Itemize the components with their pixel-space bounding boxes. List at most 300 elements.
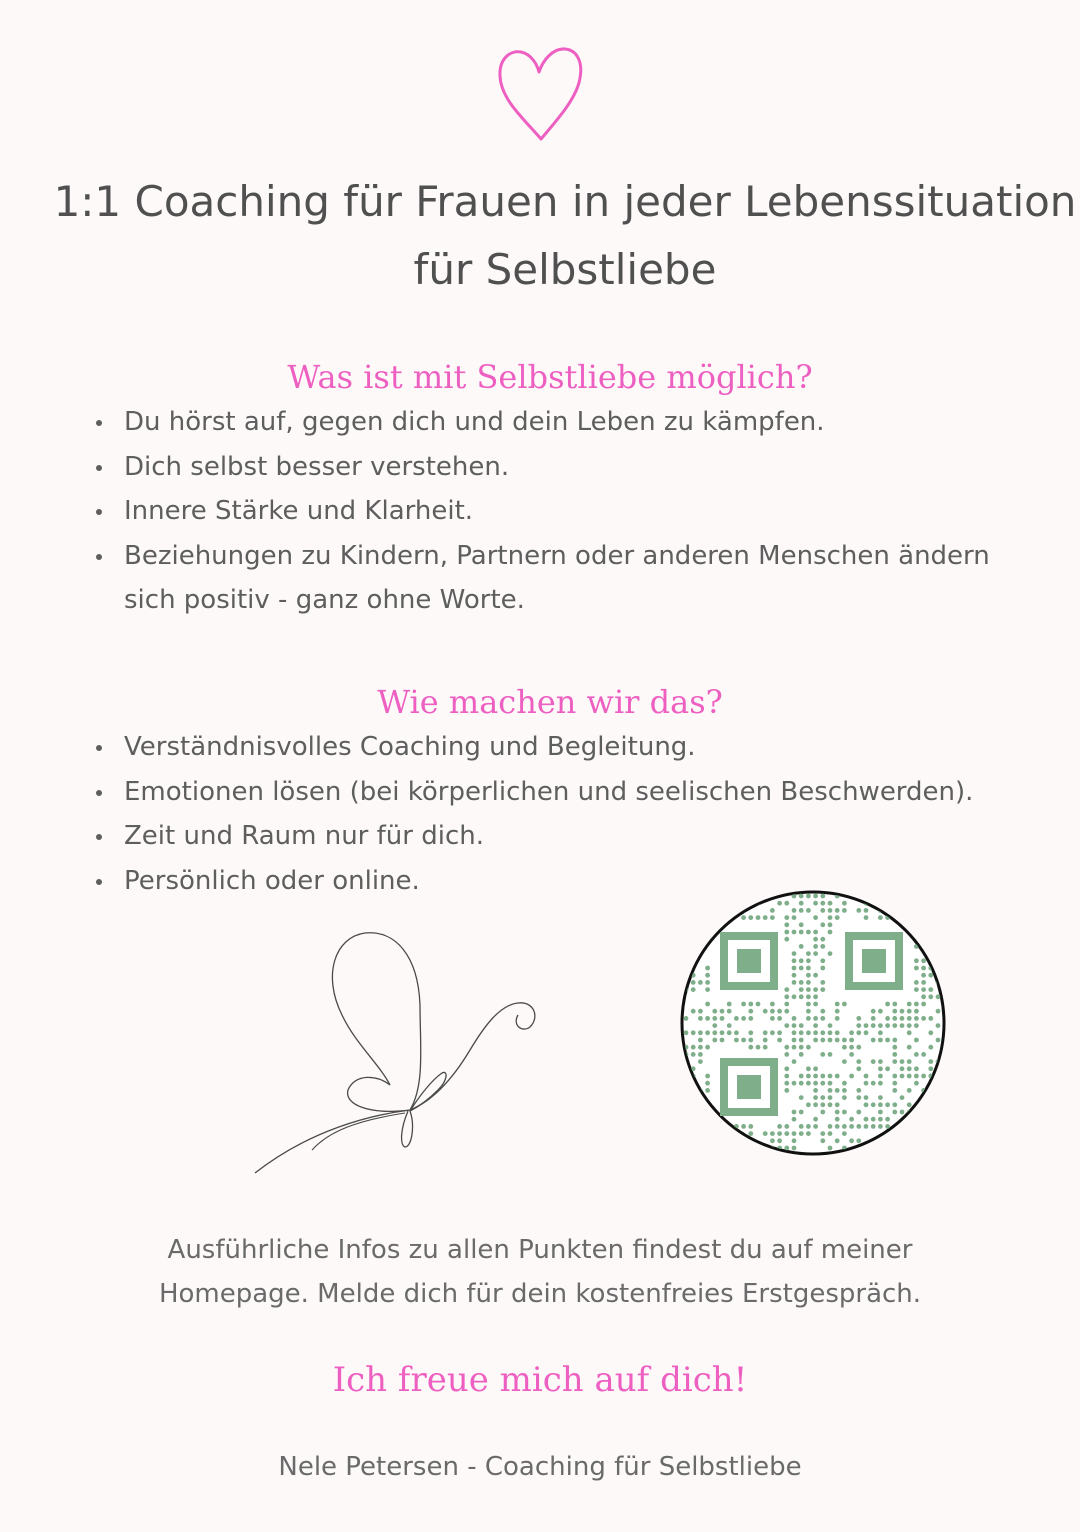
- qr-dot: [878, 1066, 883, 1071]
- qr-dot: [763, 1045, 768, 1050]
- qr-dot: [892, 1052, 897, 1057]
- qr-dot: [813, 894, 818, 899]
- qr-dot: [835, 908, 840, 913]
- page-title: [0, 168, 1080, 304]
- qr-dot: [914, 1124, 919, 1129]
- qr-dot: [813, 901, 818, 906]
- qr-dot: [748, 1038, 753, 1043]
- qr-dot: [856, 1030, 861, 1035]
- list-item: Emotionen lösen (bei körperlichen und seelischen Beschwerden).: [90, 770, 1040, 815]
- qr-dot: [885, 1016, 890, 1021]
- qr-dot: [784, 1023, 789, 1028]
- qr-dot: [936, 894, 941, 899]
- qr-dot: [734, 1138, 739, 1143]
- qr-dot: [684, 1081, 689, 1086]
- qr-dot: [792, 908, 797, 913]
- qr-dot: [885, 1066, 890, 1071]
- qr-dot: [705, 1081, 710, 1086]
- heart-icon: [495, 42, 585, 142]
- qr-dot: [813, 1124, 818, 1129]
- qr-dot: [871, 1059, 876, 1064]
- qr-dot: [813, 1066, 818, 1071]
- qr-dot: [770, 915, 775, 920]
- qr-dot: [813, 1102, 818, 1107]
- qr-dot: [691, 1095, 696, 1100]
- qr-dot: [784, 915, 789, 920]
- qr-dot: [928, 901, 933, 906]
- qr-dot: [878, 1030, 883, 1035]
- qr-dot: [921, 1016, 926, 1021]
- qr-dot: [820, 1095, 825, 1100]
- qr-dot: [864, 1030, 869, 1035]
- qr-dot: [712, 908, 717, 913]
- qr-dot: [820, 1110, 825, 1115]
- qr-dot: [684, 937, 689, 942]
- qr-dot: [792, 1045, 797, 1050]
- qr-dot: [928, 1059, 933, 1064]
- qr-dot: [784, 987, 789, 992]
- qr-dot: [712, 1038, 717, 1043]
- qr-dot: [799, 930, 804, 935]
- qr-dot: [720, 908, 725, 913]
- qr-dot: [784, 994, 789, 999]
- qr-dot: [691, 1088, 696, 1093]
- qr-dot: [856, 1124, 861, 1129]
- qr-dot: [748, 1009, 753, 1014]
- qr-dot: [698, 1124, 703, 1129]
- qr-dot: [806, 908, 811, 913]
- qr-dot: [820, 958, 825, 963]
- qr-dot: [921, 994, 926, 999]
- qr-dot: [878, 901, 883, 906]
- qr-dot: [820, 1038, 825, 1043]
- qr-dot: [907, 1066, 912, 1071]
- qr-dot: [878, 1038, 883, 1043]
- qr-dot: [684, 1131, 689, 1136]
- qr-dot: [799, 901, 804, 906]
- qr-dot: [820, 980, 825, 985]
- qr-dot: [792, 1117, 797, 1122]
- qr-dot: [792, 1016, 797, 1021]
- qr-dot: [734, 1016, 739, 1021]
- qr-dot: [698, 1045, 703, 1050]
- qr-dot: [921, 1052, 926, 1057]
- qr-dot: [871, 1081, 876, 1086]
- qr-dot: [691, 980, 696, 985]
- qr-dot: [914, 1081, 919, 1086]
- qr-dot: [835, 915, 840, 920]
- qr-dot: [828, 1124, 833, 1129]
- qr-dot: [712, 1138, 717, 1143]
- qr-dot: [871, 1023, 876, 1028]
- qr-dot: [684, 1117, 689, 1122]
- qr-dot: [813, 1038, 818, 1043]
- qr-dot: [784, 1124, 789, 1129]
- qr-dot: [792, 966, 797, 971]
- qr-dot: [792, 1059, 797, 1064]
- qr-dot: [792, 980, 797, 985]
- qr-dot: [784, 937, 789, 942]
- qr-dot: [763, 894, 768, 899]
- list-item: Verständnisvolles Coaching und Begleitung.: [90, 725, 1040, 770]
- list-item: Persönlich oder online.: [90, 859, 1040, 904]
- qr-dot: [691, 1045, 696, 1050]
- qr-dot: [720, 894, 725, 899]
- qr-dot: [907, 1045, 912, 1050]
- qr-dot: [835, 1088, 840, 1093]
- qr-dot: [914, 1002, 919, 1007]
- qr-dot: [756, 1002, 761, 1007]
- qr-dot: [878, 1110, 883, 1115]
- qr-dot: [878, 1023, 883, 1028]
- qr-dot: [914, 1131, 919, 1136]
- qr-dot: [799, 908, 804, 913]
- qr-dot: [849, 1124, 854, 1129]
- qr-dot: [921, 915, 926, 920]
- qr-dot: [820, 922, 825, 927]
- qr-dot: [871, 1102, 876, 1107]
- qr-dot: [748, 1002, 753, 1007]
- qr-dot: [842, 901, 847, 906]
- qr-dot: [705, 973, 710, 978]
- qr-dot: [820, 937, 825, 942]
- qr-dot: [806, 980, 811, 985]
- qr-dot: [712, 1124, 717, 1129]
- qr-dot: [756, 894, 761, 899]
- qr-dot: [720, 1030, 725, 1035]
- qr-dot: [907, 1002, 912, 1007]
- method-list: [90, 725, 1040, 903]
- qr-dot: [914, 980, 919, 985]
- qr-dot: [748, 1016, 753, 1021]
- qr-dot: [820, 1081, 825, 1086]
- qr-dot: [835, 1124, 840, 1129]
- qr-dot: [921, 1138, 926, 1143]
- qr-dot: [691, 1124, 696, 1129]
- qr-dot: [799, 1074, 804, 1079]
- qr-dot: [842, 1038, 847, 1043]
- qr-dot: [799, 922, 804, 927]
- qr-dot: [806, 1016, 811, 1021]
- qr-dot: [914, 1009, 919, 1014]
- qr-dot: [684, 944, 689, 949]
- qr-dot: [806, 1124, 811, 1129]
- qr-dot: [885, 1124, 890, 1129]
- qr-dot: [720, 1016, 725, 1021]
- qr-dot: [936, 1138, 941, 1143]
- qr-dot: [727, 1002, 732, 1007]
- qr-dot: [878, 1102, 883, 1107]
- qr-dot: [720, 915, 725, 920]
- qr-dot: [864, 1081, 869, 1086]
- qr-dot: [727, 1138, 732, 1143]
- qr-dot: [784, 1088, 789, 1093]
- qr-dot: [799, 1052, 804, 1057]
- qr-dot: [842, 1095, 847, 1100]
- qr-dot: [813, 937, 818, 942]
- qr-dot: [936, 966, 941, 971]
- possibilities-list: [90, 400, 1040, 623]
- section-heading-possibilities: Was ist mit Selbstliebe möglich?: [287, 358, 813, 396]
- qr-dot: [856, 1059, 861, 1064]
- qr-dot: [727, 1030, 732, 1035]
- qr-dot: [878, 1117, 883, 1122]
- qr-dot: [907, 1009, 912, 1014]
- qr-dot: [828, 1052, 833, 1057]
- qr-dot: [705, 1045, 710, 1050]
- qr-dot: [813, 1002, 818, 1007]
- qr-dot: [921, 1074, 926, 1079]
- qr-dot: [691, 958, 696, 963]
- qr-dot: [770, 1131, 775, 1136]
- qr-dot: [799, 1081, 804, 1086]
- qr-dot: [864, 915, 869, 920]
- qr-dot: [748, 915, 753, 920]
- qr-dot: [698, 944, 703, 949]
- qr-dot: [712, 915, 717, 920]
- qr-dot: [936, 1074, 941, 1079]
- qr-dot: [928, 1124, 933, 1129]
- qr-dot: [727, 901, 732, 906]
- qr-dot: [921, 958, 926, 963]
- qr-dot: [806, 1030, 811, 1035]
- qr-dot: [892, 1023, 897, 1028]
- list-item: Dich selbst besser verstehen.: [90, 445, 1040, 490]
- qr-finder-center: [737, 1075, 761, 1099]
- qr-dot: [813, 1030, 818, 1035]
- qr-dot: [921, 980, 926, 985]
- qr-dot: [784, 1009, 789, 1014]
- qr-dot: [705, 930, 710, 935]
- qr-dot: [871, 894, 876, 899]
- qr-dot: [856, 1095, 861, 1100]
- qr-dot: [792, 1131, 797, 1136]
- qr-dot: [871, 1117, 876, 1122]
- list-item: Beziehungen zu Kindern, Partnern oder anderen Menschen ändern: [90, 534, 1040, 579]
- qr-dot: [892, 894, 897, 899]
- qr-dot: [885, 1002, 890, 1007]
- qr-dot: [864, 1102, 869, 1107]
- qr-dot: [806, 1081, 811, 1086]
- qr-dot: [763, 915, 768, 920]
- qr-dot: [799, 994, 804, 999]
- qr-dot: [907, 1138, 912, 1143]
- qr-dot: [856, 1088, 861, 1093]
- qr-dot: [777, 901, 782, 906]
- qr-dot: [921, 1146, 926, 1151]
- qr-dot: [741, 915, 746, 920]
- qr-dot: [928, 1030, 933, 1035]
- qr-dot: [720, 1038, 725, 1043]
- qr-dot: [907, 1088, 912, 1093]
- qr-dot: [792, 1023, 797, 1028]
- qr-dot: [878, 1081, 883, 1086]
- qr-dot: [741, 1124, 746, 1129]
- qr-dot: [806, 930, 811, 935]
- qr-dot: [684, 1016, 689, 1021]
- qr-dot: [849, 1117, 854, 1122]
- qr-dot: [691, 1052, 696, 1057]
- qr-dot: [900, 1016, 905, 1021]
- qr-dot: [784, 1146, 789, 1151]
- qr-dot: [799, 958, 804, 963]
- qr-dot: [820, 908, 825, 913]
- qr-dot: [684, 966, 689, 971]
- qr-dot: [820, 1138, 825, 1143]
- qr-dot: [727, 1023, 732, 1028]
- qr-dot: [698, 1030, 703, 1035]
- qr-dot: [914, 922, 919, 927]
- qr-dot: [756, 1045, 761, 1050]
- qr-dot: [698, 1131, 703, 1136]
- qr-dot: [820, 894, 825, 899]
- qr-dot: [770, 1138, 775, 1143]
- qr-dot: [936, 922, 941, 927]
- qr-dot: [921, 1131, 926, 1136]
- qr-dot: [820, 944, 825, 949]
- qr-dot: [842, 1124, 847, 1129]
- qr-dot: [806, 987, 811, 992]
- qr-dot: [828, 1102, 833, 1107]
- qr-dot: [784, 1052, 789, 1057]
- qr-dot: [871, 1124, 876, 1129]
- qr-dot: [784, 1045, 789, 1050]
- qr-dot: [835, 1002, 840, 1007]
- qr-dot: [892, 1009, 897, 1014]
- qr-dot: [799, 1045, 804, 1050]
- qr-dot: [813, 994, 818, 999]
- qr-dot: [921, 901, 926, 906]
- qr-dot: [900, 1059, 905, 1064]
- qr-dot: [705, 894, 710, 899]
- qr-dot: [813, 915, 818, 920]
- qr-dot: [698, 1059, 703, 1064]
- qr-dot: [936, 1009, 941, 1014]
- qr-dot: [698, 1038, 703, 1043]
- qr-dot: [748, 901, 753, 906]
- qr-dot: [835, 1038, 840, 1043]
- qr-dot: [914, 1110, 919, 1115]
- qr-dot: [921, 973, 926, 978]
- qr-dot: [748, 1030, 753, 1035]
- qr-dot: [806, 1002, 811, 1007]
- qr-dot: [792, 994, 797, 999]
- qr-dot: [777, 1038, 782, 1043]
- qr-code[interactable]: [680, 890, 946, 1156]
- qr-dot: [835, 1117, 840, 1122]
- qr-dot: [684, 1030, 689, 1035]
- list-item-continuation: sich positiv - ganz ohne Worte.: [124, 585, 525, 615]
- title-line-2: für Selbstliebe: [413, 245, 717, 294]
- qr-dot: [691, 1138, 696, 1143]
- qr-dot: [691, 987, 696, 992]
- qr-dot: [914, 987, 919, 992]
- qr-dot: [820, 1009, 825, 1014]
- qr-dot: [784, 1131, 789, 1136]
- qr-dot: [806, 958, 811, 963]
- qr-dot: [864, 1124, 869, 1129]
- qr-dot: [914, 930, 919, 935]
- qr-dot: [777, 1138, 782, 1143]
- qr-dot: [914, 1016, 919, 1021]
- qr-dot: [720, 1009, 725, 1014]
- qr-dot: [792, 1038, 797, 1043]
- qr-dot: [936, 1095, 941, 1100]
- qr-dot: [705, 1002, 710, 1007]
- qr-dot: [691, 922, 696, 927]
- qr-dot: [763, 1038, 768, 1043]
- qr-dot: [777, 1131, 782, 1136]
- qr-dot: [849, 1074, 854, 1079]
- qr-dot: [712, 894, 717, 899]
- qr-dot: [691, 1146, 696, 1151]
- qr-dot: [928, 1066, 933, 1071]
- qr-dot: [936, 1023, 941, 1028]
- qr-dot: [770, 1009, 775, 1014]
- qr-dot: [820, 901, 825, 906]
- qr-dot: [828, 1088, 833, 1093]
- qr-dot: [799, 1131, 804, 1136]
- qr-dot: [921, 908, 926, 913]
- qr-dot: [792, 930, 797, 935]
- qr-dot: [885, 1117, 890, 1122]
- qr-dot: [864, 1023, 869, 1028]
- qr-dot: [914, 1038, 919, 1043]
- qr-dot: [864, 1146, 869, 1151]
- qr-dot: [799, 980, 804, 985]
- qr-dot: [892, 1016, 897, 1021]
- qr-dot: [784, 930, 789, 935]
- qr-dot: [828, 1038, 833, 1043]
- qr-dot: [856, 1023, 861, 1028]
- section-heading-method: Wie machen wir das?: [377, 683, 723, 721]
- qr-dot: [878, 1124, 883, 1129]
- qr-dot: [770, 1030, 775, 1035]
- qr-dot: [813, 987, 818, 992]
- qr-dot: [828, 1030, 833, 1035]
- qr-dot: [828, 922, 833, 927]
- qr-dot: [763, 1030, 768, 1035]
- qr-dot: [864, 1074, 869, 1079]
- qr-dot: [828, 908, 833, 913]
- qr-dot: [820, 1131, 825, 1136]
- qr-dot: [828, 1023, 833, 1028]
- qr-dot: [698, 1009, 703, 1014]
- qr-dot: [921, 1102, 926, 1107]
- qr-dot: [914, 1023, 919, 1028]
- qr-dot: [770, 1002, 775, 1007]
- qr-dot: [900, 1009, 905, 1014]
- qr-dot: [684, 1110, 689, 1115]
- list-item: Du hörst auf, gegen dich und dein Leben zu kämpfen.: [90, 400, 1040, 445]
- qr-dot: [684, 894, 689, 899]
- qr-dot: [907, 1146, 912, 1151]
- qr-dot: [907, 1030, 912, 1035]
- qr-dot: [936, 994, 941, 999]
- qr-dot: [849, 1045, 854, 1050]
- qr-dot: [885, 908, 890, 913]
- qr-dot: [907, 1074, 912, 1079]
- qr-dot: [792, 951, 797, 956]
- qr-dot: [806, 1045, 811, 1050]
- info-text: [0, 1228, 1080, 1316]
- qr-dot: [849, 1138, 854, 1143]
- qr-dot: [756, 915, 761, 920]
- qr-dot: [720, 1146, 725, 1151]
- footer-signature: Nele Petersen - Coaching für Selbstliebe: [278, 1452, 802, 1482]
- qr-dot: [691, 1030, 696, 1035]
- qr-dot: [892, 1074, 897, 1079]
